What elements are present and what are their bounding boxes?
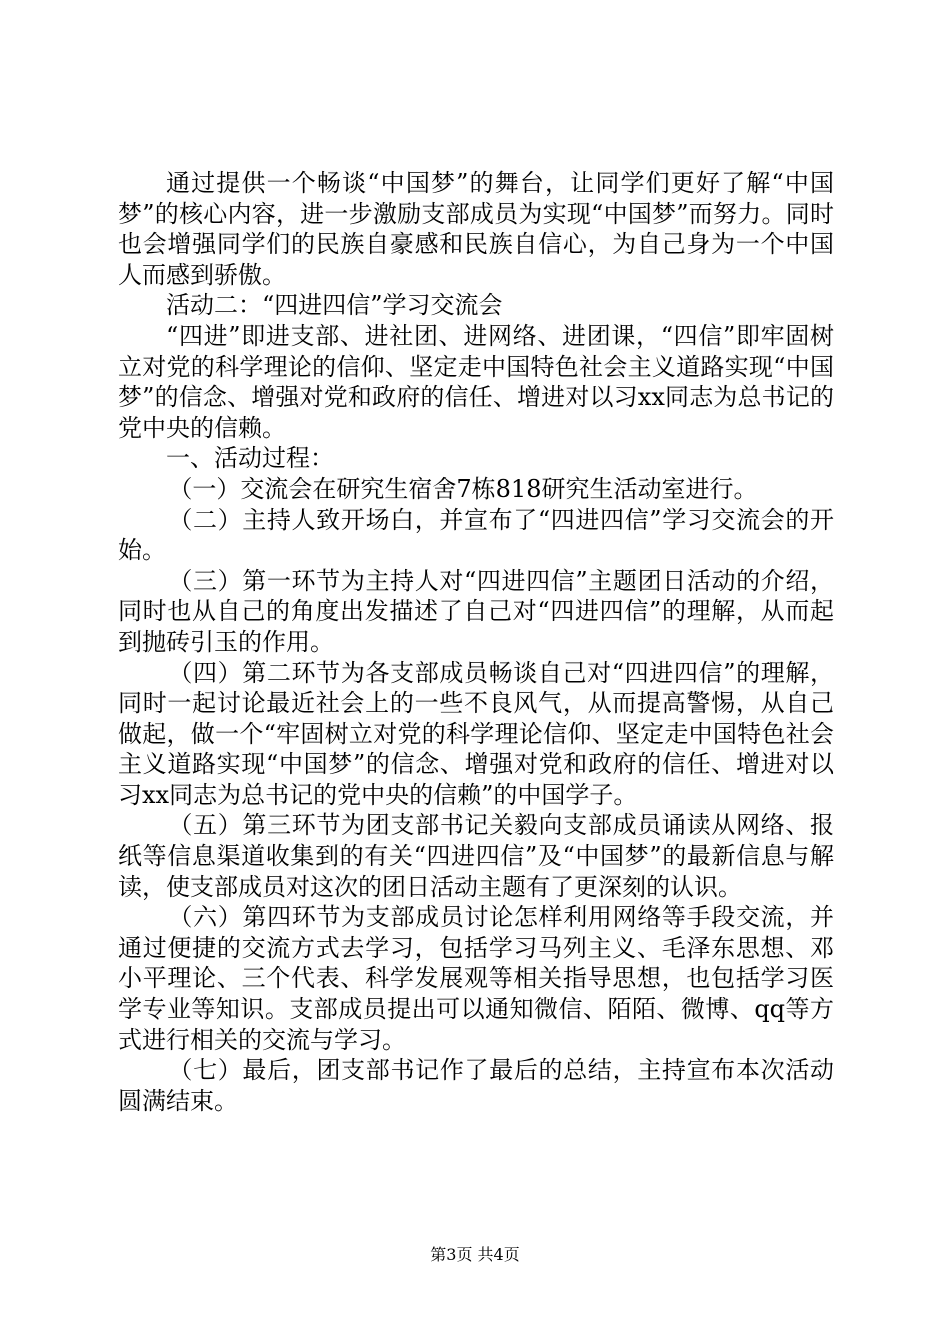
process-step-4: （四）第二环节为各支部成员畅谈自己对“四进四信”的理解，同时一起讨论最近社会上的一些不良风气，从而提高警惕，从自己做起，做一个“牢固树立对党的科学理论信仰、坚定走中国特色社会主义道路实现“中国梦”的信念、增强对党和政府的信任、增进对以习xx同志为总书记的党中央的信赖”的中国学子。 (118, 658, 834, 809)
process-heading: 一、活动过程： (166, 444, 334, 473)
document-body (118, 168, 834, 1116)
paragraph-four-jin-four-xin: “四进”即进支部、进社团、进网络、进团课，“四信”即牢固树立对党的科学理论的信仰、坚定走中国特色社会主义道路实现“中国梦”的信念、增强对党和政府的信任、增进对以习xx同志为总书记的党中央的信赖。 (118, 321, 834, 442)
paragraph-intro: 通过提供一个畅谈“中国梦”的舞台，让同学们更好了解“中国梦”的核心内容，进一步激励支部成员为实现“中国梦”而努力。同时也会增强同学们的民族自豪感和民族自信心，为自己身为一个中国人而感到骄傲。 (118, 169, 834, 289)
process-step-6: （六）第四环节为支部成员讨论怎样利用网络等手段交流，并通过便捷的交流方式去学习，包括学习马列主义、毛泽东思想、邓小平理论、三个代表、科学发展观等相关指导思想，也包括学习医学专业等知识。支部成员提出可以通知微信、陌陌、微博、qq等方式进行相关的交流与学习。 (118, 903, 834, 1054)
page-number-footer: 第3页 共4页 (430, 1245, 520, 1264)
process-step-2: （二）主持人致开场白，并宣布了“四进四信”学习交流会的开始。 (118, 505, 834, 565)
process-step-1: （一）交流会在研究生宿舍7栋818研究生活动室进行。 (168, 474, 758, 503)
activity-two-heading: 活动二：“四进四信”学习交流会 (166, 291, 503, 320)
process-step-3: （三）第一环节为主持人对“四进四信”主题团日活动的介绍，同时也从自己的角度出发描述了自己对“四进四信”的理解，从而起到抛砖引玉的作用。 (118, 566, 834, 656)
process-step-7: （七）最后，团支部书记作了最后的总结，主持宣布本次活动圆满结束。 (118, 1056, 834, 1115)
process-step-5: （五）第三环节为团支部书记关毅向支部成员诵读从网络、报纸等信息渠道收集到的有关“四进四信”及“中国梦”的最新信息与解读，使支部成员对这次的团日活动主题有了更深刻的认识。 (118, 811, 834, 901)
